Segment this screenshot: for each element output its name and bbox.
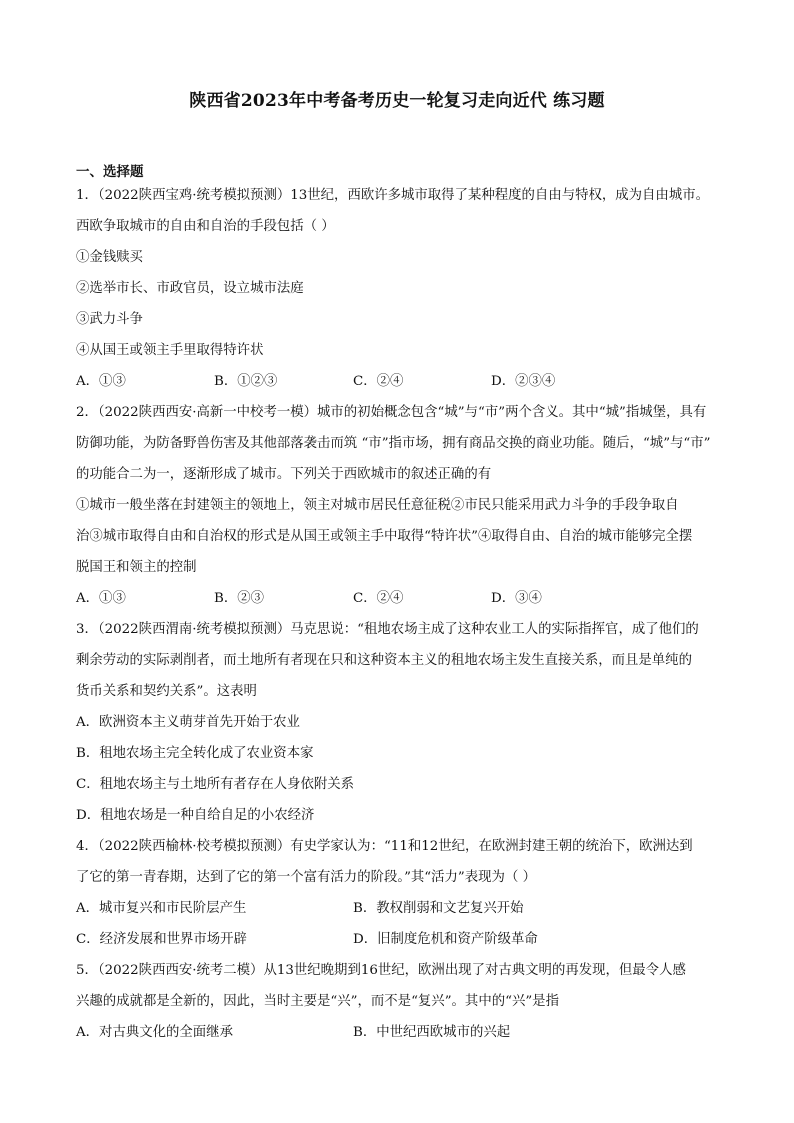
q2-line-4: ①城市一般坐落在封建领主的领地上，领主对城市居民任意征税②市民只能采用武力斗争的手段争取自 [76,498,679,513]
q1-option-a: A．①③ [76,374,126,389]
q3-line-2: 剩余劳动的实际剥削者，而土地所有者现在只和这种资本主义的租地农场主发生直接关系，而且是单纯的 [76,653,692,668]
q2-line-2: 防御功能，为防备野兽伤害及其他部落袭击而筑 “市”指市场，拥有商品交换的商业功能。随后，“城”与“市” [76,436,711,451]
q4-line-1: 4．（2022陕西榆林·校考模拟预测）有史学家认为：“11和12世纪，在欧洲封建王朝的统治下，欧洲达到 [76,839,693,854]
q5-line-2: 兴趣的成就都是全新的，因此，当时主要是“兴”，而不是“复兴”。其中的“兴”是指 [76,994,559,1009]
q4-line-2: 了它的第一青春期，达到了它的第一个富有活力的阶段。”其“活力”表现为（ ） [76,870,536,885]
q3-option-a: A．欧洲资本主义萌芽首先开始于农业 [76,715,300,730]
q2-option-a: A．①③ [76,591,126,606]
q1-option-d: D．②③④ [491,374,556,389]
q1-line-1: 1．（2022陕西宝鸡·统考模拟预测）13世纪，西欧许多城市取得了某种程度的自由与特权，成为自由城市。 [76,188,709,203]
q1-line-2: 西欧争取城市的自由和自治的手段包括（ ） [76,219,335,234]
q2-option-d: D．③④ [491,591,542,606]
q3-line-3: 货币关系和契约关系”。这表明 [76,684,257,699]
q1-item-3: ③武力斗争 [76,312,143,327]
q1-option-c: C．②④ [353,374,404,389]
page-title: 陕西省2023年中考备考历史一轮复习走向近代 练习题 [189,91,605,111]
q2-line-1: 2．（2022陕西西安·高新一中校考一模）城市的初始概念包含“城”与“市”两个含义。其中“城”指城堡，具有 [76,405,707,420]
q4-option-b: B．教权削弱和文艺复兴开始 [353,901,524,916]
q2-option-b: B．②③ [214,591,265,606]
q3-option-d: D．租地农场是一种自给自足的小农经济 [76,808,315,823]
q1-item-2: ②选举市长、市政官员，设立城市法庭 [76,281,304,296]
q4-option-a: A．城市复兴和市民阶层产生 [76,901,247,916]
q4-option-d: D．旧制度危机和资产阶级革命 [353,932,538,947]
q2-line-5: 治③城市取得自由和自治权的形式是从国王或领主手中取得“特许状”④取得自由、自治的城市能够完全摆 [76,529,693,544]
q5-line-1: 5．（2022陕西西安·统考二模）从13世纪晚期到16世纪，欧洲出现了对古典文明的再发现，但最令人感 [76,963,686,978]
q5-option-b: B．中世纪西欧城市的兴起 [353,1025,511,1040]
q4-option-c: C．经济发展和世界市场开辟 [76,932,247,947]
q3-option-b: B．租地农场主完全转化成了农业资本家 [76,746,314,761]
q1-option-b: B．①②③ [214,374,278,389]
section-heading: 一、选择题 [76,164,144,180]
q3-option-c: C．租地农场主与土地所有者存在人身依附关系 [76,777,355,792]
q1-item-4: ④从国王或领主手里取得特许状 [76,343,264,358]
q2-line-3: 的功能合二为一，逐渐形成了城市。下列关于西欧城市的叙述正确的有 [76,467,492,482]
q5-option-a: A．对古典文化的全面继承 [76,1025,233,1040]
q3-line-1: 3．（2022陕西渭南·统考模拟预测）马克思说：“租地农场主成了这种农业工人的实际指挥官，成了他们的 [76,622,699,637]
q2-line-6: 脱国王和领主的控制 [76,560,197,575]
q1-item-1: ①金钱赎买 [76,250,143,265]
q2-option-c: C．②④ [353,591,404,606]
